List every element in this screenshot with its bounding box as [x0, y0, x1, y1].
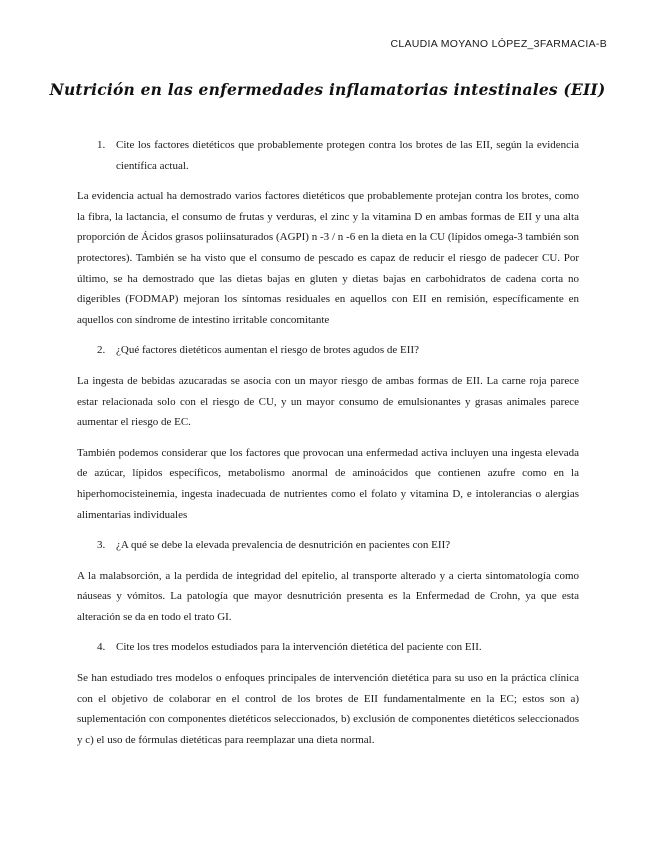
- question-1: [97, 135, 579, 176]
- answer-paragraph: A la malabsorción, a la perdida de integridad del epitelio, al transporte alterado y a cierta sintomatología como náuseas y vómitos. La patología que mayor desnutrición presenta es la Enfermedad de Crohn, ya que esta alteración se da en todo el trato GI.: [77, 569, 579, 623]
- question-number: 1.: [97, 139, 106, 151]
- question-4: [97, 637, 579, 658]
- author-header: CLAUDIA MOYANO LÓPEZ_3FARMACIA-B: [390, 38, 607, 50]
- question-text: Cite los tres modelos estudiados para la intervención dietética del paciente con EII.: [116, 641, 482, 654]
- answer-paragraph: La ingesta de bebidas azucaradas se asocia con un mayor riesgo de ambas formas de EII. La carne roja parece estar relacionada solo con el riesgo de CU, y un mayor consumo de emulsionantes y grasas animales parece aumentar el riesgo de EC.: [77, 374, 579, 429]
- answer-paragraph: Se han estudiado tres modelos o enfoques principales de intervención dietética para su uso en la práctica clínica con el objetivo de colaborar en el control de los brotes de EII fundamentalmente en la EC; estos son a) suplementación con componentes dietéticos seleccionados, b) exclusión de componentes dietéticos seleccionados y c) el uso de fórmulas dietéticas para reemplazar una dieta normal.: [77, 672, 579, 746]
- question-3: [97, 535, 579, 556]
- document-title: Nutrición en las enfermedades inflamatorias intestinales (EII): [49, 80, 606, 99]
- question-number: 2.: [97, 344, 106, 357]
- answer-paragraph: También podemos considerar que los factores que provocan una enfermedad activa incluyen una ingesta elevada de azúcar, lípidos específicos, metabolismo anormal de aminoácidos que contienen azufre como en la hiperhomocisteinemia, ingesta inadecuada de nutrientes como el folato y vitamina D, e intolerancias o alergias alimentarias individuales: [77, 446, 579, 521]
- question-text: ¿A qué se debe la elevada prevalencia de desnutrición en pacientes con EII?: [116, 539, 451, 552]
- question-number: 3.: [97, 539, 106, 552]
- question-number: 4.: [97, 641, 106, 654]
- question-text: Cite los factores dietéticos que probablemente protegen contra los brotes de las EII, según la evidencia científica actual.: [116, 139, 579, 172]
- document-body: [77, 135, 579, 760]
- answer-paragraph: La evidencia actual ha demostrado varios factores dietéticos que probablemente protejan contra los brotes, como la fibra, la lactancia, el consumo de frutas y verduras, el zinc y la vitamina D en ambas formas de EII y una alta proporción de Ácidos grasos poliinsaturados (AGPI) n -3 / n -6 en la dieta en la CU (lípidos omega-3 también son protectores). También se ha visto que el consumo de pescado es capaz de reducir el riesgo de padecer CU. Por último, se ha demostrado que las dietas bajas en gluten y dietas bajas en carbohidratos de cadena corta no digeribles (FODMAP) mejoran los síntomas residuales en aquellos con EII en remisión, específicamente en aquellos con síndrome de intestino irritable concomitante: [77, 190, 579, 326]
- question-2: [97, 340, 579, 361]
- question-text: ¿Qué factores dietéticos aumentan el riesgo de brotes agudos de EII?: [116, 344, 419, 357]
